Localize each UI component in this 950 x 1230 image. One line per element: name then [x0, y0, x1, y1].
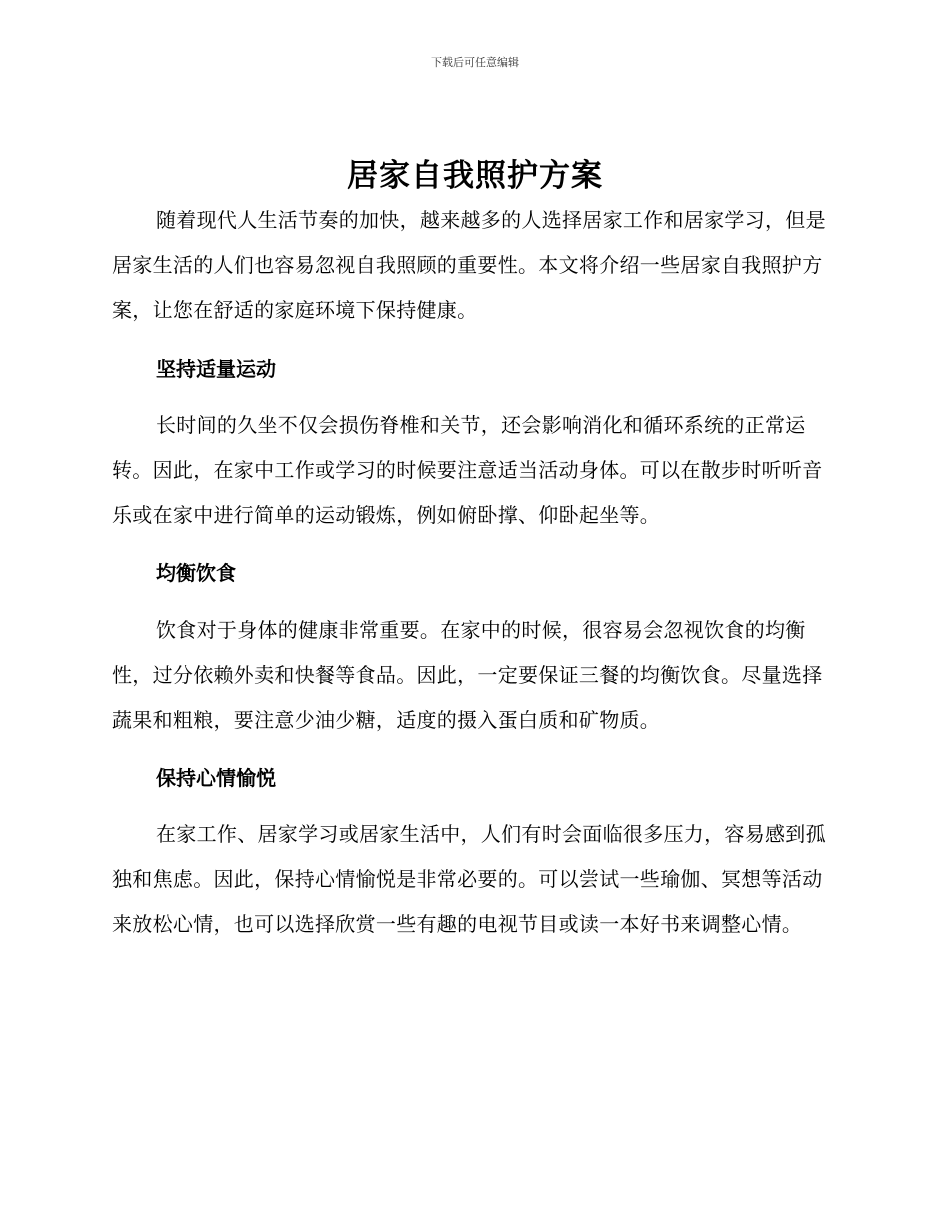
- header-note: 下载后可任意编辑: [431, 56, 519, 69]
- document-title: 居家自我照护方案: [347, 158, 603, 194]
- section-body-mood: 在家工作、居家学习或居家生活中，人们有时会面临很多压力，容易感到孤独和焦虑。因此，保持心情愉悦是非常必要的。可以尝试一些瑜伽、冥想等活动来放松心情，也可以选择欣赏一些有趣的电视节目或读一本好书来调整心情。: [112, 822, 826, 936]
- section-heading-exercise: 坚持适量运动: [156, 357, 276, 381]
- section-body-exercise: 长时间的久坐不仅会损伤脊椎和关节，还会影响消化和循环系统的正常运转。因此，在家中工作或学习的时候要注意适当活动身体。可以在散步时听听音乐或在家中进行简单的运动锻炼，例如俯卧撑、仰卧起坐等。: [112, 413, 823, 527]
- section-heading-diet: 均衡饮食: [156, 561, 236, 585]
- section-body-diet: 饮食对于身体的健康非常重要。在家中的时候，很容易会忽视饮食的均衡性，过分依赖外卖和快餐等食品。因此，一定要保证三餐的均衡饮食。尽量选择蔬果和粗粮，要注意少油少糖，适度的摄入蛋白质和矿物质。: [112, 618, 823, 732]
- section-heading-mood: 保持心情愉悦: [156, 766, 276, 790]
- intro-paragraph: 随着现代人生活节奏的加快，越来越多的人选择居家工作和居家学习，但是居家生活的人们也容易忽视自我照顾的重要性。本文将介绍一些居家自我照护方案，让您在舒适的家庭环境下保持健康。: [112, 208, 826, 322]
